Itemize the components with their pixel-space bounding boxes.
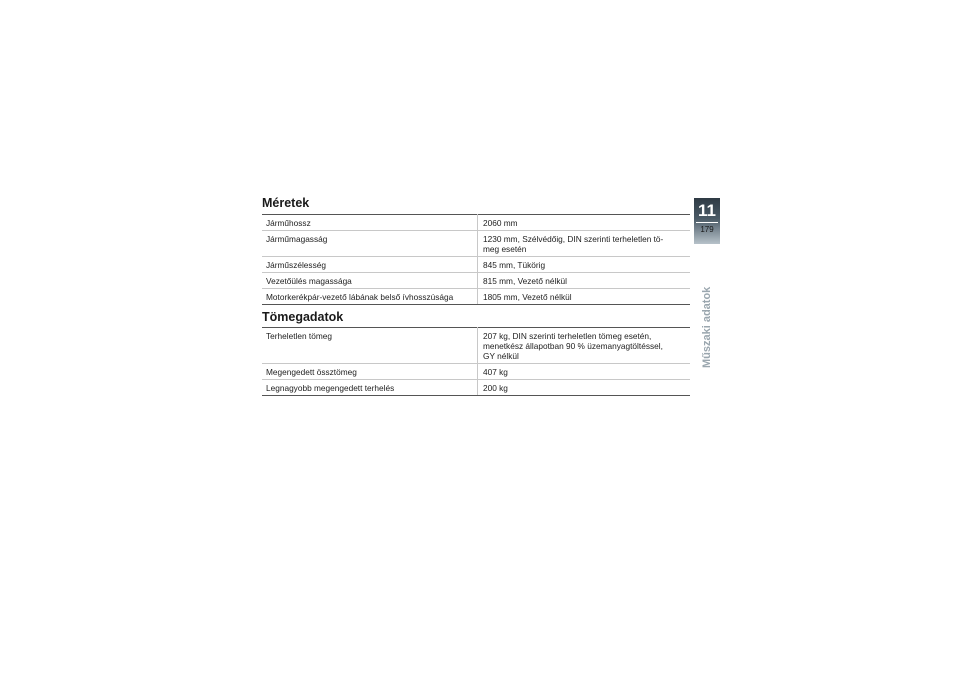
chapter-number: 11 <box>698 201 716 220</box>
spec-name: Vezetőülés magassága <box>262 273 478 289</box>
table-row <box>262 328 690 364</box>
table-row <box>262 215 690 231</box>
spec-name: Terheletlen tömeg <box>262 328 478 364</box>
spec-value: 845 mm, Tükörig <box>478 257 691 273</box>
page-number: 179 <box>700 225 714 234</box>
table-row <box>262 289 690 305</box>
mass-table <box>262 327 690 396</box>
spec-name: Járműszélesség <box>262 257 478 273</box>
section-title-mass: Tömegadatok <box>262 310 344 324</box>
spec-name: Járműhossz <box>262 215 478 231</box>
section-title-dimensions: Méretek <box>262 196 310 210</box>
spec-value: 1805 mm, Vezető nélkül <box>478 289 691 305</box>
table-row <box>262 273 690 289</box>
chapter-side-label: Műszaki adatok <box>701 286 713 368</box>
table-row <box>262 231 690 257</box>
chapter-tab <box>694 198 720 244</box>
spec-value: 200 kg <box>478 380 691 396</box>
spec-value: 1230 mm, Szélvédőig, DIN szerinti terheletlen tö- meg esetén <box>478 231 691 257</box>
spec-name: Járműmagasság <box>262 231 478 257</box>
dimensions-table <box>262 214 690 305</box>
table-row <box>262 257 690 273</box>
spec-name: Motorkerékpár-vezető lábának belső ívhosszúsága <box>262 289 478 305</box>
spec-value: 207 kg, DIN szerinti terheletlen tömeg esetén, menetkész állapotban 90 % üzemanyagtöltéssel, GY nélkül <box>478 328 691 364</box>
spec-value: 815 mm, Vezető nélkül <box>478 273 691 289</box>
table-row <box>262 364 690 380</box>
spec-value: 2060 mm <box>478 215 691 231</box>
spec-name: Legnagyobb megengedett terhelés <box>262 380 478 396</box>
table-row <box>262 380 690 396</box>
spec-name: Megengedett össztömeg <box>262 364 478 380</box>
tab-divider <box>696 222 718 223</box>
spec-value: 407 kg <box>478 364 691 380</box>
